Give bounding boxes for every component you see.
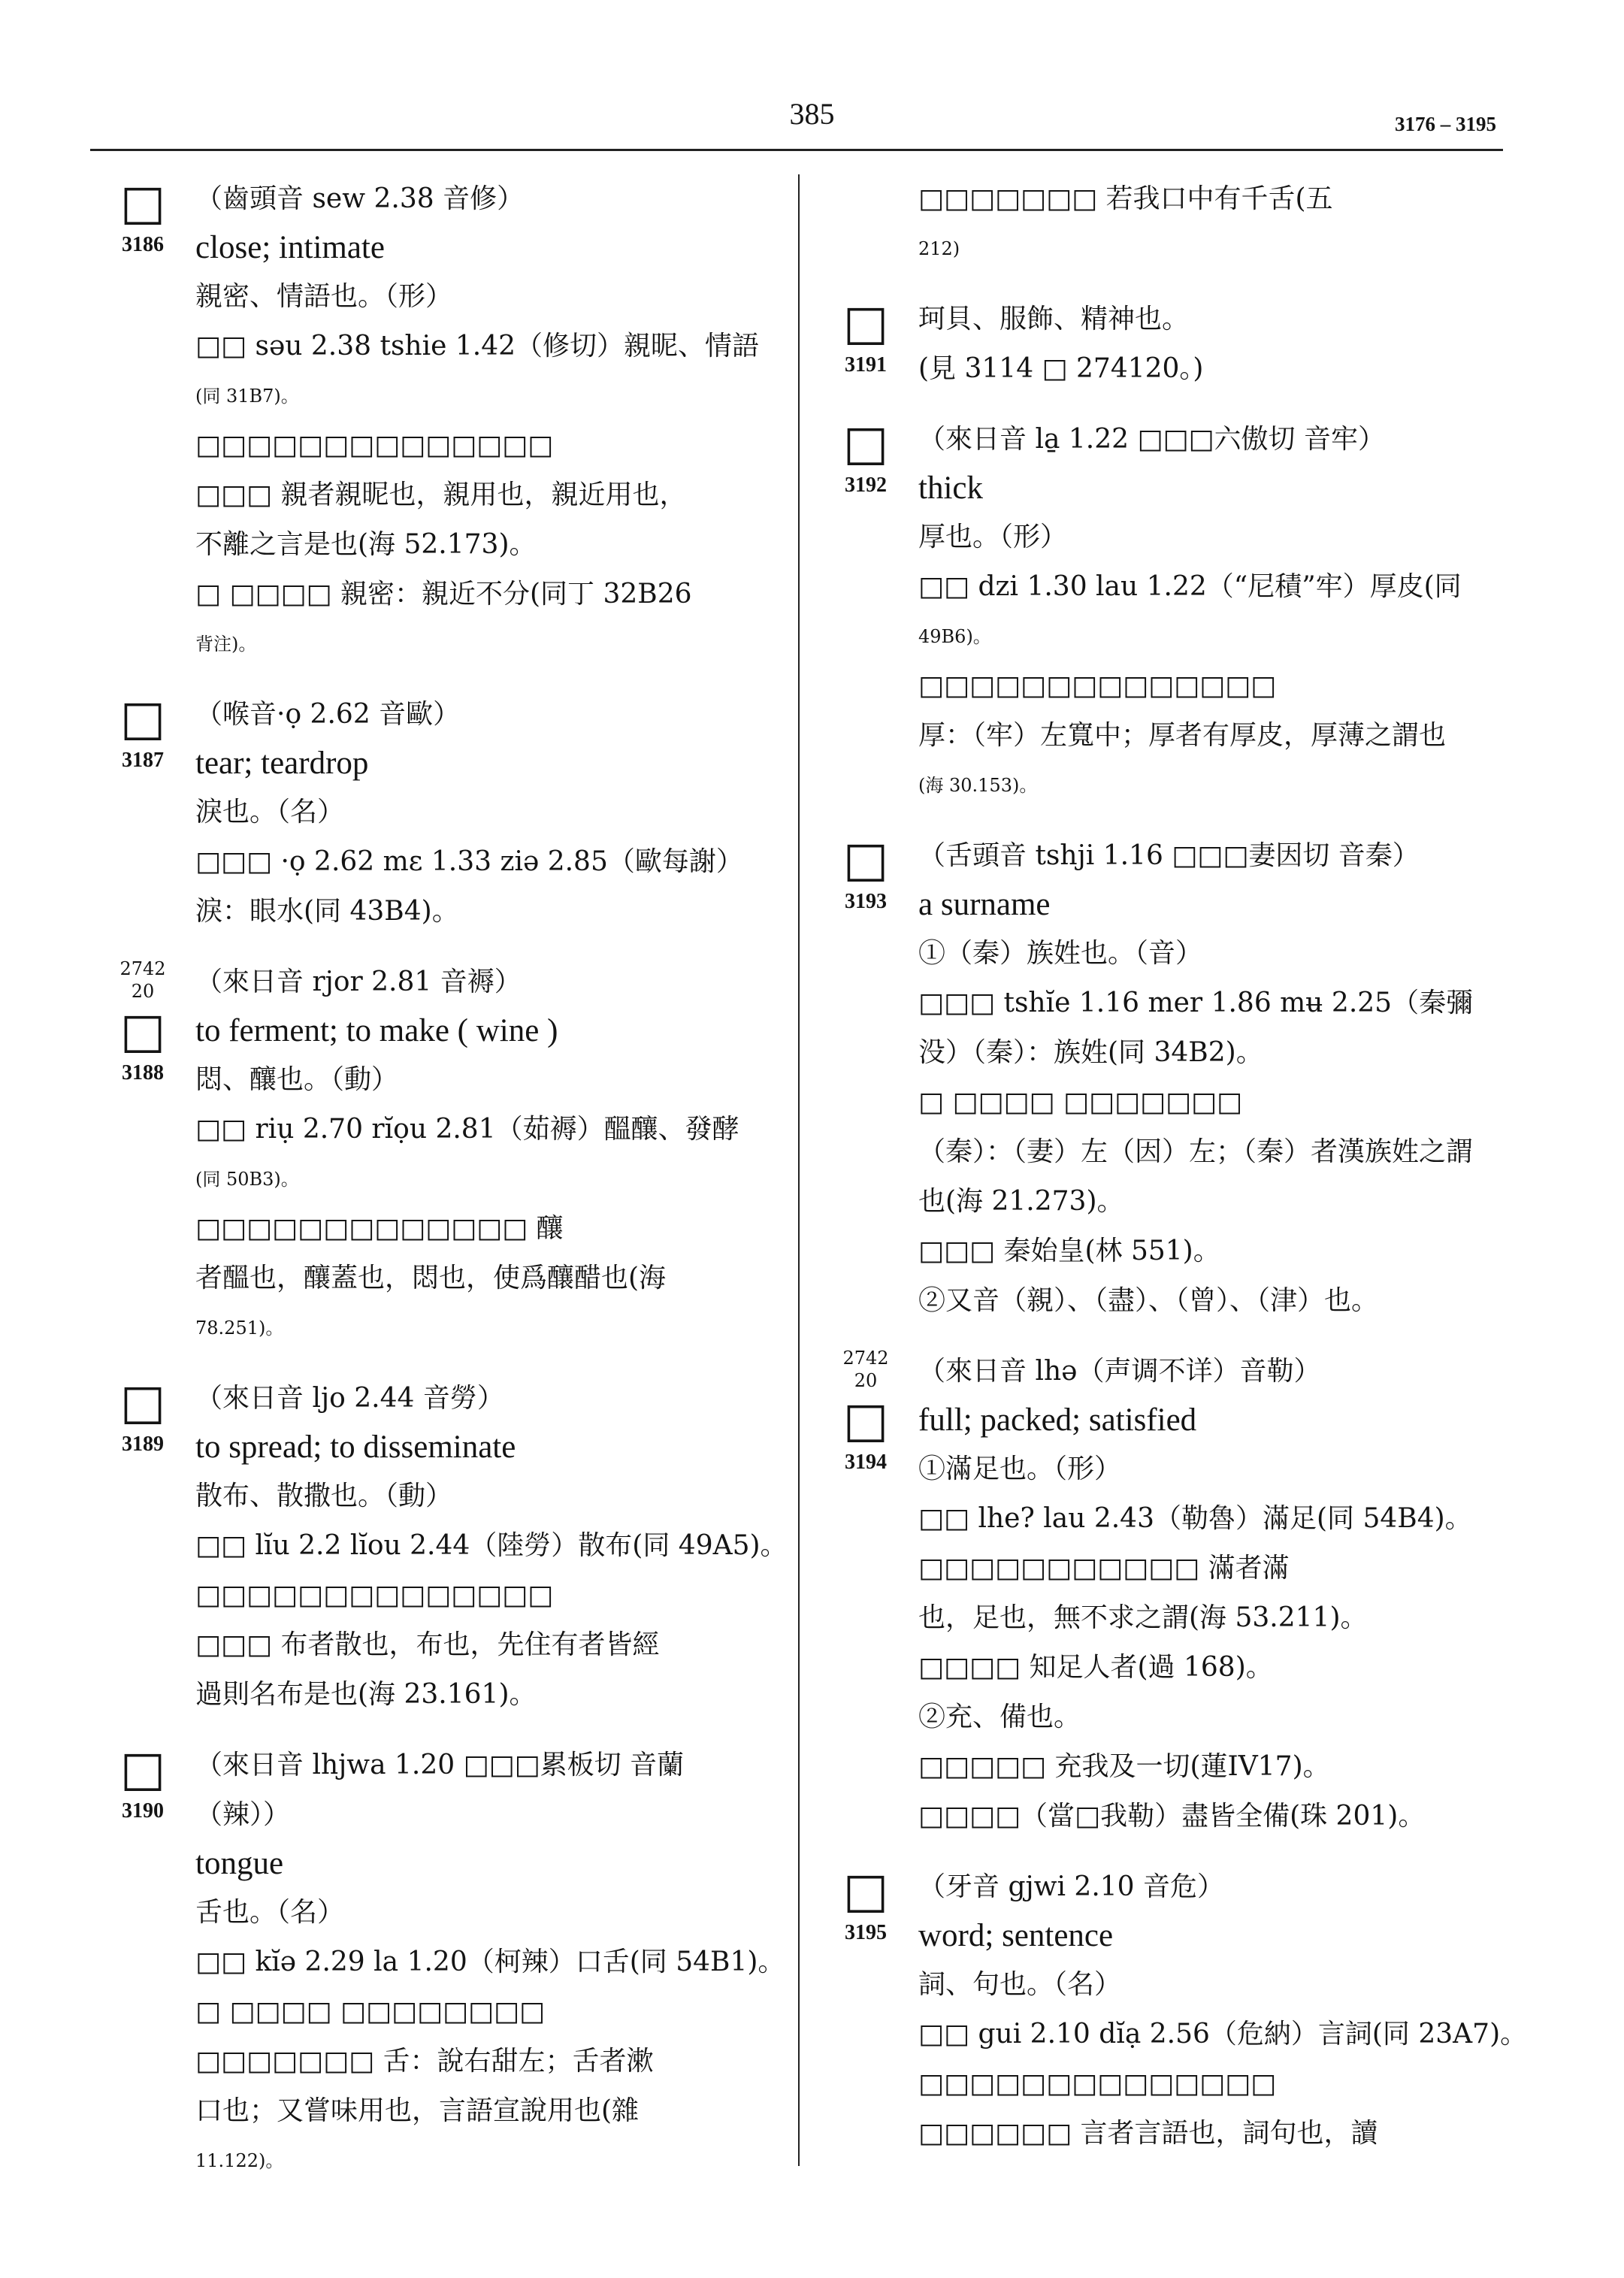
entry-number: 3194 (845, 1451, 887, 1474)
entry-text-line: □□ dzi 1.30 lau 1.22（“尼積”牢）厚皮(同 (918, 571, 1462, 602)
entry-text-line: (同 50B3)。 (195, 1169, 299, 1190)
english-gloss: to spread; to disseminate (195, 1429, 516, 1465)
column-divider (798, 174, 800, 2166)
entry-text-line: 者醞也，釀蓋也，悶也，使爲釀醋也(海 (195, 1263, 667, 1293)
dictionary-entry (98, 1741, 785, 2186)
entry-text-line: 212) (918, 238, 960, 259)
dictionary-entry (98, 957, 785, 1353)
entry-range: 3176 – 3195 (1395, 113, 1496, 135)
header-rule (90, 149, 1503, 151)
entry-text-line: ①（秦）族姓也。（音） (918, 938, 1203, 969)
entry-text-line: 也(海 21.273)。 (918, 1186, 1124, 1217)
headword-glyph: □ (842, 1393, 889, 1448)
entry-text-line: □□□□□□□□□□□□□□ (195, 1580, 554, 1611)
entry-text-line: □□□□□□□□□□□ 滿者滿 (918, 1553, 1290, 1584)
entry-text-line: 淚：眼水(同 43B4)。 (195, 896, 459, 927)
entry-margin (98, 174, 188, 259)
entry-text-line: 背注)。 (195, 634, 257, 655)
english-gloss: tear; teardrop (195, 746, 369, 781)
entry-number: 3190 (122, 1799, 164, 1823)
left-column (98, 174, 788, 2207)
entry-text-line: （喉音·ọ 2.62 音歐） (195, 699, 461, 730)
entry-text-line: 悶、釀也。（動） (195, 1064, 399, 1095)
entry-text-line: 11.122)。 (195, 2150, 284, 2171)
entry-text-line: □□□□□ 充我及一切(蓮IV17)。 (918, 1751, 1330, 1782)
stroke-count: 20 (131, 981, 155, 1002)
continuation-text (821, 174, 1508, 274)
entry-text-line: (海 30.153)。 (918, 775, 1038, 796)
entry-number: 3188 (122, 1061, 164, 1085)
entry-text-line: 不離之言是也(海 52.173)。 (195, 529, 537, 560)
entry-text-line: □□□□ 知足人者(過 168)。 (918, 1652, 1273, 1683)
headword-glyph: □ (119, 691, 166, 746)
entry-text-line: □□□ tshĭe 1.16 mer 1.86 mʉ 2.25（秦彌 (918, 988, 1474, 1018)
entry-number: 3193 (845, 890, 887, 913)
entry-number: 3195 (845, 1921, 887, 1944)
entry-text-line: （牙音 gjwi 2.10 音危） (918, 1871, 1225, 1902)
dictionary-entry (821, 1862, 1528, 2159)
english-gloss: a surname (918, 887, 1051, 922)
entry-number: 3191 (845, 353, 887, 377)
headword-glyph: □ (119, 1741, 166, 1797)
entry-text-line: 78.251)。 (195, 1317, 284, 1339)
dictionary-entry (821, 295, 1508, 394)
entry-margin (98, 957, 188, 1087)
entry-text-line: □□□ ·ọ 2.62 mɛ 1.33 ziə 2.85（歐每謝） (195, 846, 743, 877)
entry-text-line: □□ lhe? lau 2.43（勒魯）滿足(同 54B4)。 (918, 1503, 1472, 1534)
stroke-count: 20 (854, 1370, 878, 1391)
entry-text-line: 厚也。（形） (918, 522, 1068, 552)
radical-number: 2742 (842, 1348, 889, 1369)
entry-text-line: □ □□□□ □□□□□□□□ (195, 1996, 546, 2027)
entry-text-line: (見 3114 □ 274120。) (918, 353, 1204, 384)
entry-text-line: □□□□□□□ 舌：說右甜左；舌者漱 (195, 2046, 654, 2077)
entry-text-line: 也，足也，無不求之謂(海 53.211)。 (918, 1602, 1368, 1633)
entry-margin (821, 1347, 911, 1476)
entry-text-line: （秦）：（妻）左（因）左；（秦）者漢族姓之謂 (918, 1136, 1474, 1167)
english-gloss: thick (918, 470, 983, 506)
english-gloss: full; packed; satisfied (918, 1402, 1197, 1438)
dictionary-entry (821, 415, 1508, 810)
entry-margin (821, 295, 911, 379)
entry-text-line: 親密、情語也。（形） (195, 281, 453, 312)
headword-glyph: □ (119, 1375, 166, 1430)
entry-text-line: （齒頭音 sew 2.38 音修） (195, 183, 525, 214)
entry-number: 3192 (845, 473, 887, 497)
entry-text-line: □ □□□□ □□□□□□□ (918, 1087, 1243, 1118)
entry-text-line: (同 31B7)。 (195, 386, 299, 407)
entry-margin (821, 415, 911, 499)
entry-text-line: 散布、散撒也。（動） (195, 1481, 453, 1511)
entry-text-line: □□□□□□□□□□□□□ 釀 (195, 1213, 564, 1244)
entry-text-line: □□□□□□□□□□□□□□ (195, 430, 554, 461)
entry-text-line: □□□ 親者親昵也，親用也，親近用也， (195, 479, 687, 510)
entry-margin (98, 1374, 188, 1458)
dictionary-entry (821, 1347, 1508, 1841)
entry-text-line: （來日音 lhjwa 1.20 □□□累板切 音蘭 (195, 1750, 685, 1780)
entry-margin (821, 831, 911, 915)
entry-text-line: （來日音 lhə（声调不详）音勒） (918, 1356, 1321, 1387)
headword-glyph: □ (119, 175, 166, 231)
entry-text-line: □□□□□□□□□□□□□□ (918, 670, 1277, 701)
entry-text-line: （來日音 la̱ 1.22 □□□六傲切 音牢） (918, 424, 1385, 455)
headword-glyph: □ (842, 416, 889, 471)
entry-text-line: 過則名布是也(海 23.161)。 (195, 1679, 537, 1710)
entry-text-line: ②又音（親）、（盡）、（曾）、（津）也。 (918, 1285, 1379, 1316)
headword-glyph: □ (842, 295, 889, 351)
entry-text-line: 珂貝、服飾、精神也。 (918, 304, 1190, 334)
entry-text-line: □□□□□□□□□□□□□□ (918, 2068, 1277, 2099)
radical-number: 2742 (119, 958, 166, 979)
entry-text-line: □□ riụ 2.70 rĭọu 2.81（茹褥）醞釀、發酵 (195, 1114, 739, 1145)
entry-text-line: □ □□□□ 親密：親近不分(同丁 32B26 (195, 579, 692, 610)
page-number: 385 (789, 97, 835, 131)
english-gloss: close; intimate (195, 230, 385, 265)
entry-text-line: 49B6)。 (918, 626, 991, 647)
entry-text-line: 舌也。（名） (195, 1897, 345, 1928)
entry-text-line: 没）（秦）：族姓(同 34B2)。 (918, 1037, 1263, 1068)
entry-number: 3189 (122, 1432, 164, 1456)
headword-glyph: □ (119, 1003, 166, 1059)
english-gloss: tongue (195, 1846, 284, 1881)
entry-text-line: ①滿足也。（形） (918, 1454, 1122, 1484)
entry-text-line: （來日音 rjor 2.81 音褥） (195, 967, 522, 997)
right-column (821, 174, 1528, 2180)
dictionary-entry (98, 1374, 788, 1720)
dictionary-entry (821, 831, 1508, 1326)
entry-text-line: □□ səu 2.38 tshie 1.42（修切）親昵、情語 (195, 331, 760, 362)
english-gloss: word; sentence (918, 1918, 1114, 1953)
entry-text-line: □□□ 布者散也，布也，先住有者皆經 (195, 1629, 660, 1660)
entry-text-line: 厚：（牢）左寬中；厚者有厚皮，厚薄之謂也 (918, 720, 1447, 751)
english-gloss: to ferment; to make ( wine ) (195, 1013, 558, 1048)
headword-glyph: □ (842, 1863, 889, 1919)
dictionary-entry (98, 690, 785, 936)
entry-text-line: （舌頭音 tshji 1.16 □□□妻因切 音秦） (918, 840, 1420, 871)
entry-text-line: □□ lĭu 2.2 lĭou 2.44（陸勞）散布(同 49A5)。 (195, 1530, 788, 1561)
entry-text-line: ②充、備也。 (918, 1702, 1081, 1732)
entry-text-line: □□□ 秦始皇(林 551)。 (918, 1236, 1220, 1266)
entry-margin (98, 690, 188, 774)
entry-text-line: 詞、句也。（名） (918, 1969, 1122, 2000)
entry-number: 3186 (122, 233, 164, 256)
entry-text-line: （辣）） (195, 1799, 291, 1830)
entry-text-line: □□ gui 2.10 dĭạ 2.56（危納）言詞(同 23A7)。 (918, 2019, 1528, 2050)
dictionary-entry (98, 174, 785, 669)
entry-text-line: □□□□□□ 言者言語也，詞句也，讀 (918, 2118, 1378, 2149)
entry-margin (821, 1862, 911, 1947)
entry-text-line: （來日音 ljo 2.44 音勞） (195, 1383, 504, 1414)
entry-margin (98, 1741, 188, 1825)
entry-text-line: □□□□（當□我勒）盡皆全備(珠 201)。 (918, 1801, 1426, 1832)
headword-glyph: □ (842, 832, 889, 888)
entry-text-line: □□ kĭə 2.29 la 1.20（柯辣）口舌(同 54B1)。 (195, 1947, 785, 1977)
entry-text-line: □□□□□□□ 若我口中有千舌(五 (918, 183, 1333, 214)
entry-text-line: 口也；又嘗味用也，言語宣說用也(雜 (195, 2095, 640, 2126)
entry-text-line: 淚也。（名） (195, 797, 345, 827)
entry-number: 3187 (122, 749, 164, 772)
